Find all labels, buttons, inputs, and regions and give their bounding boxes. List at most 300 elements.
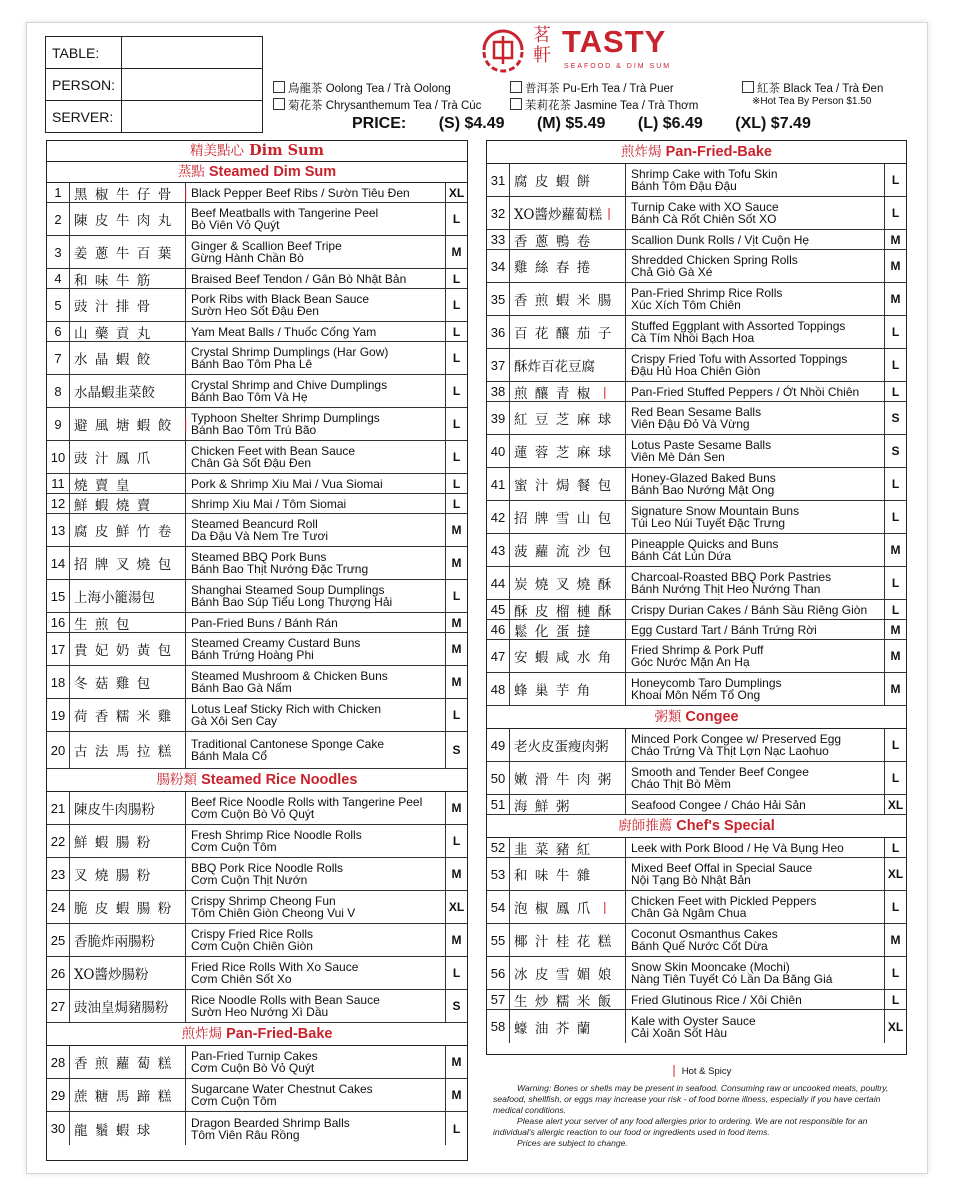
item-chinese-name (510, 250, 626, 282)
item-chinese-text: 海鮮粥 (514, 798, 577, 815)
menu-item-row[interactable] (487, 673, 906, 706)
menu-item-row[interactable] (487, 349, 906, 382)
menu-item-row[interactable] (487, 990, 906, 1010)
brand-chinese: 茗軒 (533, 25, 551, 66)
item-chinese-text: 蠔油芥蘭 (514, 1020, 598, 1037)
item-size: L (891, 510, 900, 524)
item-number: 3 (47, 236, 70, 268)
menu-item-row[interactable] (487, 858, 906, 891)
item-english-name: Beef Rice Noodle Rolls with Tangerine Peel Cơm Cuộn Bò Vỏ Quýt (186, 792, 446, 824)
item-number: 23 (47, 858, 70, 890)
item-english-name: Pork Ribs with Black Bean Sauce Sườn Heo Sốt Đậu Đen (186, 289, 446, 321)
person-field[interactable] (122, 69, 263, 101)
menu-item-row[interactable] (47, 1079, 467, 1112)
item-chinese-name (70, 924, 186, 956)
item-english-name: Red Bean Sesame Balls Viên Đậu Đỏ Và Vừng (626, 402, 885, 434)
checkbox-icon[interactable] (273, 98, 285, 110)
item-english-name: Fried Glutinous Rice / Xôi Chiên (626, 990, 885, 1009)
item-number: 13 (47, 514, 70, 546)
item-size: L (891, 602, 900, 617)
item-chinese-name (70, 613, 186, 632)
menu-item-row[interactable] (47, 613, 467, 633)
chili-pepper-icon: ❘ (599, 900, 610, 914)
item-chinese-text: 和味牛雜 (514, 868, 598, 884)
item-number: 34 (487, 250, 510, 282)
menu-item-row[interactable] (47, 957, 467, 990)
item-chinese-text: 龍鬚蝦球 (74, 1122, 158, 1139)
item-number: 14 (47, 547, 70, 579)
item-chinese-text: XO醬炒蘿蔔糕 (514, 207, 602, 223)
item-size: M (890, 259, 901, 273)
item-chinese-text: 蜜汁焗餐包 (514, 478, 619, 494)
item-size: S (452, 999, 461, 1013)
menu-item-row[interactable] (47, 1046, 467, 1079)
item-chinese-text: 脆皮蝦腸粉 (74, 901, 179, 917)
item-number: 22 (47, 825, 70, 857)
hot-tea-note: ※Hot Tea By Person $1.50 (752, 96, 872, 107)
price-line (352, 115, 839, 133)
item-number: 15 (47, 580, 70, 612)
item-english-name: Snow Skin Mooncake (Mochi) Nàng Tiên Tuyết Có Lần Da Băng Giá (626, 957, 885, 989)
item-number: 4 (47, 269, 70, 288)
item-number: 47 (487, 640, 510, 672)
item-chinese-text: 水晶蝦餃 (74, 352, 158, 368)
item-english-name: Charcoal-Roasted BBQ Pork Pastries Bánh Nướng Thịt Heo Nướng Than (626, 567, 885, 599)
item-chinese-text: 百花釀茄子 (514, 326, 619, 342)
menu-item-row[interactable] (487, 567, 906, 600)
item-chinese-name (70, 342, 186, 374)
category-english: Chef's Special (676, 818, 775, 834)
item-english-name: Pan-Fried Stuffed Peppers / Ớt Nhồi Chiên (626, 382, 885, 401)
item-number: 52 (487, 838, 510, 857)
item-chinese-text: 豉汁排骨 (74, 299, 158, 315)
item-size: M (451, 642, 462, 656)
item-size: M (451, 675, 462, 689)
tea-option-puerh[interactable]: 普洱茶 Pu-Erh Tea / Trà Puer (510, 80, 674, 96)
item-chinese-name (70, 547, 186, 579)
item-size: L (452, 834, 461, 848)
item-chinese-text: 冰皮雪媚娘 (514, 967, 619, 983)
menu-item-row[interactable] (47, 792, 467, 825)
category-header (47, 769, 467, 792)
item-chinese-name (510, 1010, 626, 1043)
item-number: 43 (487, 534, 510, 566)
item-chinese-name (70, 514, 186, 546)
left-menu-column (46, 140, 468, 1161)
item-english-name: Crispy Shrimp Cheong Fun Tôm Chiên Giòn Cheong Vui V (186, 891, 446, 923)
item-chinese-text: 鮮蝦燒賣 (74, 497, 158, 514)
item-chinese-text: 嫩滑牛肉粥 (514, 772, 619, 788)
item-number: 7 (47, 342, 70, 374)
menu-item-row[interactable] (47, 1112, 467, 1145)
category-english: Dim Sum (249, 142, 324, 159)
item-chinese-name (510, 230, 626, 249)
menu-item-row[interactable] (47, 699, 467, 732)
item-chinese-text: 酥炸百花豆腐 (514, 359, 595, 375)
item-chinese-text: XO醬炒腸粉 (74, 967, 149, 983)
item-chinese-text: 鬆化蛋撻 (514, 623, 598, 640)
menu-item-row[interactable] (487, 316, 906, 349)
chili-pepper-icon: ❘ (180, 417, 191, 431)
item-number: 24 (47, 891, 70, 923)
item-number: 57 (487, 990, 510, 1009)
item-number: 2 (47, 203, 70, 235)
menu-item-row[interactable] (487, 620, 906, 640)
item-chinese-text: 豉汁鳳爪 (74, 451, 158, 467)
menu-item-row[interactable] (47, 183, 467, 203)
item-size: XL (887, 867, 904, 881)
menu-item-row[interactable] (47, 514, 467, 547)
menu-item-row[interactable] (47, 375, 467, 408)
chili-pepper-icon: ❘ (669, 1063, 680, 1077)
menu-item-row[interactable] (487, 924, 906, 957)
item-chinese-name (510, 349, 626, 381)
item-english-name: Chicken Feet with Bean Sauce Chân Gà Sốt Đậu Đen (186, 441, 446, 473)
menu-item-row[interactable] (47, 891, 467, 924)
item-size: M (451, 1055, 462, 1069)
item-number: 36 (487, 316, 510, 348)
item-size: M (890, 933, 901, 947)
menu-item-row[interactable] (47, 322, 467, 342)
category-header (487, 815, 906, 838)
item-english-name: Crispy Fried Tofu with Assorted Toppings Đậu Hủ Hoa Chiên Giòn (626, 349, 885, 381)
menu-item-row[interactable] (47, 990, 467, 1023)
item-number: 8 (47, 375, 70, 407)
item-chinese-text: 蜂巢芋角 (514, 683, 598, 699)
item-english-name: Sugarcane Water Chestnut Cakes Cơm Cuộn Tôm (186, 1079, 446, 1111)
item-number: 5 (47, 289, 70, 321)
menu-item-row[interactable] (47, 633, 467, 666)
item-english-name: Steamed Mushroom & Chicken Buns Bánh Bao Gà Nấm (186, 666, 446, 698)
item-chinese-name (70, 891, 186, 923)
allergy-text: Please alert your server of any food allergies prior to ordering. We are not responsible for an individual's allergic reaction to our food or ingredients used in food items. (493, 1116, 868, 1137)
item-size: M (451, 523, 462, 537)
item-size: XL (448, 185, 465, 200)
item-chinese-name (510, 164, 626, 196)
item-chinese-text: 泡椒鳳爪 (514, 901, 598, 917)
item-chinese-text: 菠蘿流沙包 (514, 544, 619, 560)
item-size: L (891, 325, 900, 339)
menu-item-row[interactable] (487, 957, 906, 990)
category-header (487, 706, 906, 729)
menu-item-row[interactable] (47, 236, 467, 269)
item-size: L (891, 771, 900, 785)
menu-item-row[interactable] (487, 762, 906, 795)
category-chinese: 腸粉類 (156, 772, 198, 788)
item-size: S (891, 444, 900, 458)
item-chinese-text: 香煎蘿蔔糕 (74, 1056, 179, 1072)
item-english-name: Pan-Fried Shrimp Rice Rolls Xúc Xích Tôm Chiên (626, 283, 885, 315)
category-english: Congee (685, 709, 739, 725)
item-english-name: Shredded Chicken Spring Rolls Chả Giò Gà Xé (626, 250, 885, 282)
item-chinese-name (510, 501, 626, 533)
menu-item-row[interactable] (487, 468, 906, 501)
item-chinese-name (510, 795, 626, 814)
menu-item-row[interactable] (47, 474, 467, 494)
menu-item-row[interactable] (47, 732, 467, 769)
item-number: 17 (47, 633, 70, 665)
item-number: 50 (487, 762, 510, 794)
item-chinese-name (510, 957, 626, 989)
item-size: M (890, 649, 901, 663)
item-english-name: Pan-Fried Buns / Bánh Rán (186, 613, 446, 632)
item-size: M (451, 933, 462, 947)
allergy-warning (493, 1083, 905, 1149)
menu-item-row[interactable] (487, 250, 906, 283)
menu-item-row[interactable] (487, 729, 906, 762)
item-chinese-name (510, 729, 626, 761)
category-chinese: 蒸點 (177, 164, 205, 180)
brand-tagline: SEAFOOD & DIM SUM (564, 63, 672, 70)
item-english-name: Egg Custard Tart / Bánh Trứng Rời (626, 620, 885, 639)
item-english-name: Pan-Fried Turnip Cakes Cơm Cuộn Bò Vỏ Quýt (186, 1046, 446, 1078)
item-english-name: Minced Pork Congee w/ Preserved Egg Cháo Trứng Và Thịt Lợn Nạc Laohuo (626, 729, 885, 761)
item-chinese-text: 山藥貢丸 (74, 325, 158, 342)
server-label: SERVER: (46, 101, 122, 133)
item-number: 40 (487, 435, 510, 467)
item-chinese-text: 蔗糖馬蹄糕 (74, 1089, 179, 1105)
item-chinese-text: 韭菜豬紅 (514, 841, 598, 858)
item-number: 42 (487, 501, 510, 533)
item-chinese-name (70, 666, 186, 698)
item-chinese-name (70, 236, 186, 268)
checkbox-icon[interactable] (742, 81, 754, 93)
item-chinese-text: 叉燒腸粉 (74, 868, 158, 884)
item-size: L (891, 477, 900, 491)
item-english-name: Pork & Shrimp Xiu Mai / Vua Siomai (186, 474, 446, 493)
menu-item-row[interactable] (487, 382, 906, 402)
item-chinese-name (70, 732, 186, 768)
category-chinese: 煎炸焗 (621, 144, 662, 160)
item-chinese-name (510, 468, 626, 500)
item-size: M (451, 245, 462, 259)
item-chinese-name (510, 435, 626, 467)
item-size: L (891, 384, 900, 399)
item-chinese-text: 蓮蓉芝麻球 (514, 445, 619, 461)
tea-option-black[interactable]: 紅茶 Black Tea / Trà Đen (742, 80, 883, 96)
item-size: L (891, 900, 900, 914)
menu-item-row[interactable] (47, 547, 467, 580)
menu-item-row[interactable] (487, 435, 906, 468)
item-chinese-name (510, 838, 626, 857)
item-chinese-name (70, 990, 186, 1022)
menu-item-row[interactable] (47, 269, 467, 289)
category-english: Pan-Fried-Bake (665, 144, 772, 160)
item-english-name: Fried Shrimp & Pork Puff Góc Nước Mặn An Hạ (626, 640, 885, 672)
item-number: 45 (487, 600, 510, 619)
item-chinese-name (510, 283, 626, 315)
warning-text: Warning: Bones or shells may be present in seafood. Consuming raw or uncooked meats, poultry, seafood, shellfish, or eggs may increase your risk - of food borne illness, especially if you have certain medical conditions. (493, 1083, 889, 1115)
item-number: 28 (47, 1046, 70, 1078)
item-english-name: Traditional Cantonese Sponge Cake Bánh Mala Cổ (186, 732, 446, 768)
item-english-name: Stuffed Eggplant with Assorted Toppings Cà Tím Nhồi Bạch Hoa (626, 316, 885, 348)
item-chinese-text: 燒賣皇 (74, 477, 137, 494)
menu-item-row[interactable] (487, 501, 906, 534)
item-chinese-text: 古法馬拉糕 (74, 744, 179, 760)
item-size: L (891, 576, 900, 590)
tea-option-chrysanthemum[interactable]: 菊花茶 Chrysanthemum Tea / Trà Cúc (273, 97, 481, 113)
item-english-name: Fried Rice Rolls With Xo Sauce Cơm Chiên Sốt Xo (186, 957, 446, 989)
item-english-name: Shrimp Cake with Tofu Skin Bánh Tôm Đậu Đậu (626, 164, 885, 196)
item-chinese-text: 安蝦咸水角 (514, 650, 619, 666)
item-chinese-name (510, 567, 626, 599)
chili-pepper-icon: ❘ (603, 206, 615, 220)
item-number: 26 (47, 957, 70, 989)
item-size: L (891, 173, 900, 187)
item-size: M (890, 543, 901, 557)
menu-item-row[interactable] (487, 640, 906, 673)
item-english-name: Shrimp Xiu Mai / Tôm Siomai (186, 494, 446, 513)
item-number: 1 (47, 183, 70, 202)
menu-item-row[interactable] (47, 203, 467, 236)
item-chinese-name (70, 289, 186, 321)
item-chinese-name (510, 382, 626, 401)
chili-pepper-icon: ❘ (180, 185, 191, 200)
price-change-text: Prices are subject to change. (517, 1138, 628, 1148)
item-english-name: Dragon Bearded Shrimp Balls Tôm Viên Râu Rồng (186, 1112, 446, 1145)
category-header (487, 141, 906, 164)
item-chinese-text: 陳皮牛肉腸粉 (74, 802, 155, 818)
menu-item-row[interactable] (47, 858, 467, 891)
item-size: L (452, 496, 461, 511)
category-chinese: 廚師推薦 (618, 818, 673, 834)
item-english-name: Fresh Shrimp Rice Noodle Rolls Cơm Cuộn Tôm (186, 825, 446, 857)
menu-item-row[interactable] (47, 666, 467, 699)
item-size: L (452, 384, 461, 398)
item-size: L (891, 206, 900, 220)
item-chinese-name (510, 858, 626, 890)
item-english-name: Lotus Paste Sesame Balls Viên Mè Dán Sen (626, 435, 885, 467)
item-chinese-text: 雞絲春捲 (514, 260, 598, 276)
menu-item-row[interactable] (487, 600, 906, 620)
item-chinese-text: 老火皮蛋瘦肉粥 (514, 739, 609, 755)
menu-item-row[interactable] (487, 164, 906, 197)
item-english-name: Honeycomb Taro Dumplings Khoai Môn Nếm Tổ Ong (626, 673, 885, 705)
item-chinese-name (70, 474, 186, 493)
menu-item-row[interactable] (487, 230, 906, 250)
tea-option-oolong[interactable]: 鳥龍茶 Oolong Tea / Trà Oolong (273, 80, 451, 96)
menu-item-row[interactable] (47, 342, 467, 375)
item-size: M (451, 615, 462, 630)
item-chinese-text: 紅豆芝麻球 (514, 412, 619, 428)
item-english-name: Seafood Congee / Cháo Hải Sản (626, 795, 885, 814)
menu-item-row[interactable] (487, 891, 906, 924)
price-large: (L) $6.49 (637, 115, 703, 132)
menu-item-row[interactable] (487, 534, 906, 567)
item-chinese-text: 招牌叉燒包 (74, 557, 179, 573)
item-size: L (891, 992, 900, 1007)
price-medium: (M) $5.49 (536, 115, 606, 132)
item-size: M (890, 682, 901, 696)
item-chinese-name (70, 858, 186, 890)
menu-item-row[interactable] (487, 283, 906, 316)
item-size: L (452, 417, 461, 431)
menu-item-row[interactable] (47, 825, 467, 858)
item-chinese-name (70, 792, 186, 824)
price-small: (S) $4.49 (438, 115, 505, 132)
item-chinese-text: 炭燒叉燒酥 (514, 577, 619, 593)
item-number: 44 (487, 567, 510, 599)
item-chinese-name (70, 375, 186, 407)
item-english-name: Turnip Cake with XO Sauce Bánh Cà Rốt Chiên Sốt XO (626, 197, 885, 229)
item-number: 41 (487, 468, 510, 500)
item-english-name: Crispy Durian Cakes / Bánh Sầu Riêng Giòn (626, 600, 885, 619)
item-chinese-name (70, 269, 186, 288)
item-english-name: Leek with Pork Blood / Hẹ Và Bụng Heo (626, 838, 885, 857)
item-size: L (452, 298, 461, 312)
item-english-name: Braised Beef Tendon / Gân Bò Nhật Bản (186, 269, 446, 288)
item-number: 56 (487, 957, 510, 989)
menu-item-row[interactable] (487, 197, 906, 230)
tea-option-jasmine[interactable]: 茉莉花茶 Jasmine Tea / Trà Thơm (510, 97, 698, 113)
menu-item-row[interactable] (47, 289, 467, 322)
item-size: M (890, 232, 901, 247)
menu-item-row[interactable] (487, 1010, 906, 1043)
item-english-name: Beef Meatballs with Tangerine Peel Bò Viên Vỏ Quýt (186, 203, 446, 235)
menu-item-row[interactable] (47, 494, 467, 514)
dim-sum-header (47, 141, 467, 162)
category-english: Steamed Dim Sum (208, 164, 337, 180)
category-english: Steamed Rice Noodles (201, 772, 358, 788)
menu-item-row[interactable] (47, 924, 467, 957)
item-chinese-name (70, 957, 186, 989)
item-english-name: Crispy Fried Rice Rolls Cơm Cuộn Chiên Giòn (186, 924, 446, 956)
item-chinese-name (70, 408, 191, 440)
item-chinese-name (510, 924, 626, 956)
item-number: 49 (487, 729, 510, 761)
item-number: 27 (47, 990, 70, 1022)
checkbox-icon[interactable] (510, 81, 522, 93)
item-number: 53 (487, 858, 510, 890)
item-chinese-name (70, 441, 186, 473)
item-size: L (452, 450, 461, 464)
item-size: L (452, 351, 461, 365)
item-number: 6 (47, 322, 70, 341)
menu-item-row[interactable] (47, 580, 467, 613)
menu-item-row[interactable] (487, 402, 906, 435)
item-english-name: Signature Snow Mountain Buns Túi Leo Núi Tuyết Đặc Trưng (626, 501, 885, 533)
item-number: 38 (487, 382, 510, 401)
item-chinese-text: 陳皮牛肉丸 (74, 213, 179, 229)
item-english-name: Coconut Osmanthus Cakes Bánh Quế Nước Cốt Dừa (626, 924, 885, 956)
table-field[interactable] (122, 37, 263, 69)
legend: ❘ Hot & Spicy (669, 1063, 732, 1077)
item-chinese-name (70, 825, 186, 857)
item-english-name: Pineapple Quicks and Buns Bánh Cát Lún Dứa (626, 534, 885, 566)
item-number: 32 (487, 197, 510, 229)
item-chinese-name (70, 699, 186, 731)
server-field[interactable] (122, 101, 263, 133)
item-chinese-text: 椰汁桂花糕 (514, 934, 619, 950)
item-number: 9 (47, 408, 70, 440)
item-size: S (452, 743, 461, 757)
menu-item-row[interactable] (487, 838, 906, 858)
checkbox-icon[interactable] (273, 81, 285, 93)
item-chinese-text: 酥皮榴槤酥 (514, 603, 619, 620)
item-number: 18 (47, 666, 70, 698)
item-english-name: Black Pepper Beef Ribs / Sườn Tiêu Đen (186, 183, 446, 202)
menu-item-row[interactable] (47, 408, 467, 441)
menu-item-row[interactable] (487, 795, 906, 815)
item-size: L (452, 324, 461, 339)
category-chinese: 精美點心 (190, 143, 245, 159)
item-size: L (452, 708, 461, 722)
menu-item-row[interactable] (47, 441, 467, 474)
item-size: L (891, 358, 900, 372)
item-number: 35 (487, 283, 510, 315)
checkbox-icon[interactable] (510, 98, 522, 110)
item-english-name: BBQ Pork Rice Noodle Rolls Cơm Cuộn Thịt Nướn (186, 858, 446, 890)
